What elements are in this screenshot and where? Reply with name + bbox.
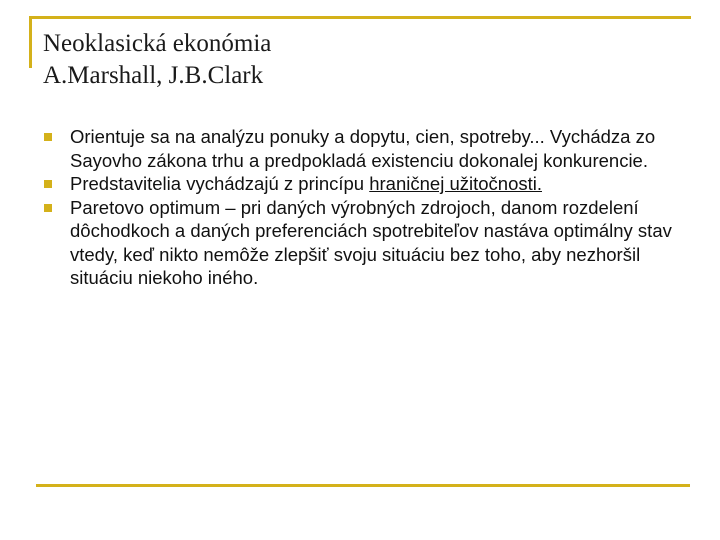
top-accent-bar: [29, 16, 691, 19]
title-line-2: A.Marshall, J.B.Clark: [43, 62, 264, 89]
left-accent-bar: [29, 16, 32, 68]
title-line-1: Neoklasická ekonómia: [43, 30, 272, 57]
square-bullet-icon: [44, 204, 52, 212]
bullet-text-3: Paretovo optimum – pri daných výrobných zdrojoch, danom rozdelení dôchodkoch a daných preferenciách spotrebiteľov nastáva optimálny stav vtedy, keď nikto nemôže zlepšiť svoju situáciu bez toho, aby nezhoršil situáciu niekoho iného.: [70, 196, 672, 288]
bullet-list: [44, 125, 684, 290]
bullet-text-1: Orientuje sa na analýzu ponuky a dopytu, cien, spotreby... Vychádza zo Sayovho zákona trhu a predpokladá existenciu dokonalej konkurencie.: [70, 126, 656, 171]
slide-title: [43, 28, 271, 92]
bullet-item-3: [44, 196, 684, 290]
bullet-item-2: [44, 172, 684, 196]
square-bullet-icon: [44, 180, 52, 188]
bullet-item-1: [44, 125, 684, 172]
bullet-text-2-underlined: hraničnej užitočnosti.: [369, 173, 542, 194]
square-bullet-icon: [44, 133, 52, 141]
bullet-text-2: Predstavitelia vychádzajú z princípu: [70, 173, 370, 194]
bottom-accent-bar: [36, 484, 690, 487]
